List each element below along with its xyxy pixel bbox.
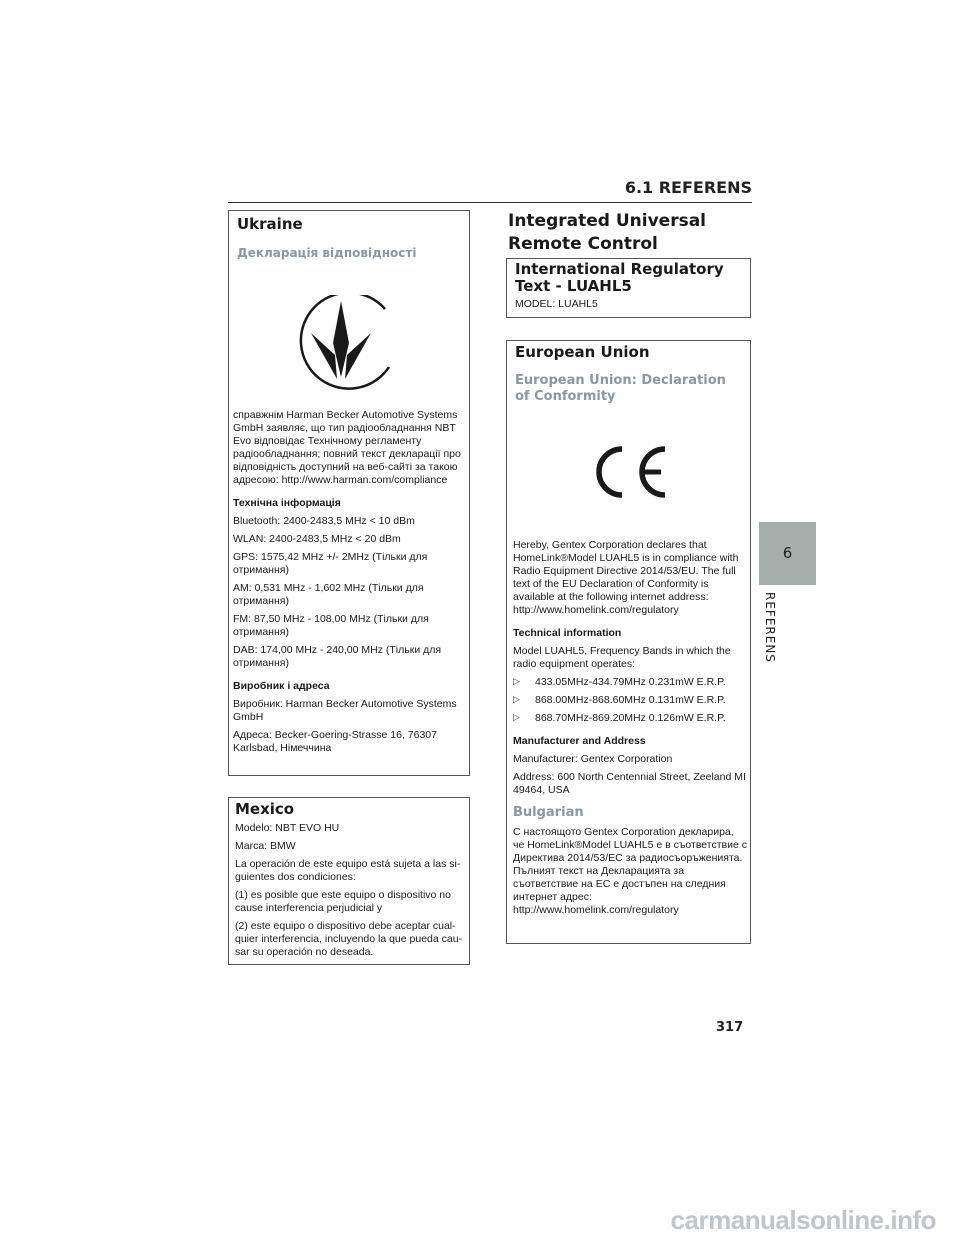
ukraine-tech-line: FM: 87,50 MHz - 108,00 MHz (Тільки для отримання) <box>233 613 429 638</box>
ukraine-subtitle: Декларація відповідності <box>237 246 417 260</box>
ukraine-conformity-mark <box>289 295 399 395</box>
band-list-item <box>513 676 747 689</box>
chapter-side-label <box>759 592 816 672</box>
header-divider <box>228 202 752 203</box>
ce-mark-icon <box>589 443 669 501</box>
ukraine-tech-line: AM: 0,531 MHz - 1,602 MHz (Тільки для отримання) <box>233 582 424 607</box>
ukraine-tech-line: GPS: 1575,42 MHz +/- 2MHz (Тільки для отримання) <box>233 551 428 576</box>
ukraine-maker-heading: Виробник і адреса <box>233 680 330 692</box>
mexico-line: La operación de este equipo está sujeta a las si-guientes dos condiciones: <box>235 858 461 883</box>
band-list-item <box>513 694 747 707</box>
eu-tech-intro: Model LUAHL5, Frequency Bands in which the radio equipment operates: <box>513 645 731 670</box>
mexico-line: Marca: BMW <box>235 840 296 852</box>
chapter-number: 6 <box>782 544 793 562</box>
triangle-bullet-icon: ▷ <box>513 676 520 686</box>
mexico-line: (2) este equipo o dispositivo debe aceptar cual-quier interferencia, incluyendo la que pueda cau-sar su operación no deseada. <box>235 920 463 958</box>
eu-tech-heading: Technical information <box>513 627 622 639</box>
ukraine-tech-line: WLAN: 2400-2483,5 MHz < 20 dBm <box>233 533 401 545</box>
ukraine-box <box>228 210 470 776</box>
mexico-box <box>228 797 470 965</box>
eu-maker-heading: Manufacturer and Address <box>513 735 646 747</box>
ukraine-tech-line: Bluetooth: 2400-2483,5 MHz < 10 dBm <box>233 515 415 527</box>
ukraine-tech-heading: Технічна інформація <box>233 497 341 509</box>
chapter-label: REFERENS <box>763 592 777 663</box>
watermark: carmanualsonline.info <box>670 1205 936 1235</box>
page-number: 317 <box>716 1020 744 1035</box>
triangle-bullet-icon: ▷ <box>513 694 520 704</box>
ukraine-maker-line: Виробник: Harman Becker Automotive Systems GmbH <box>233 698 457 723</box>
mexico-line: (1) es posible que este equipo o dispositivo no cause interferencia perjudicial y <box>235 889 451 914</box>
eu-box <box>506 340 751 944</box>
ukraine-tech-line: DAB: 174,00 MHz - 240,00 MHz (Тільки для отримання) <box>233 644 442 669</box>
band-list-item <box>513 712 747 725</box>
band-text: 868.00MHz-868.60MHz 0.131mW E.R.P. <box>535 694 726 706</box>
ukraine-declaration: справжнім Harman Becker Automotive Systems GmbH заявляє, що тип радіообладнання NBT Evo відповідає Технічному регламенту радіообладнання; повний текст декларації про відповідність доступний на веб-сайті за такою адресою: http://www.harman.com/compliance <box>233 409 461 486</box>
eu-maker-line: Manufacturer: Gentex Corporation <box>513 753 673 765</box>
triangle-bullet-icon: ▷ <box>513 712 520 722</box>
page-title: Integrated Universal Remote Control <box>508 211 706 254</box>
eu-subtitle: European Union: Declaration of Conformity <box>515 373 726 404</box>
bulgarian-text: С настоящото Gentex Corporation декларира, че HomeLink®Model LUAHL5 е в съответствие с Директива 2014/53/ЕС за радиосъоръженията. Пълният текст на Декларацията за съответствие на ЕС е достъпен на следния интернет адрес: http://www.homelink.com/regulatory <box>513 826 747 916</box>
mexico-line: Modelo: NBT EVO HU <box>235 822 340 834</box>
eu-maker-line: Address: 600 North Centennial Street, Zeeland MI 49464, USA <box>513 771 746 796</box>
eu-declaration: Hereby, Gentex Corporation declares that HomeLink®Model LUAHL5 is in compliance with Radio Equipment Directive 2014/53/EU. The full text of the EU Declaration of Conformity is available at the following internet address: http://www.homelink.com/regulatory <box>513 539 739 616</box>
band-text: 433.05MHz-434.79MHz 0.231mW E.R.P. <box>535 676 726 688</box>
chapter-tab[interactable] <box>759 522 816 585</box>
band-text: 868.70MHz-869.20MHz 0.126mW E.R.P. <box>535 712 726 724</box>
ukraine-maker-line: Адреса: Becker-Goering-Strasse 16, 76307 Karlsbad, Німеччина <box>233 729 437 754</box>
section-header: 6.1 REFERENS <box>624 178 752 197</box>
model-text: MODEL: LUAHL5 <box>515 298 598 310</box>
eu-title: European Union <box>515 343 650 361</box>
regulatory-box <box>506 258 751 318</box>
mexico-title: Mexico <box>235 800 295 818</box>
bulgarian-title: Bulgarian <box>513 805 584 820</box>
regulatory-title: International Regulatory Text - LUAHL5 <box>515 260 724 295</box>
ukraine-title: Ukraine <box>237 215 303 233</box>
